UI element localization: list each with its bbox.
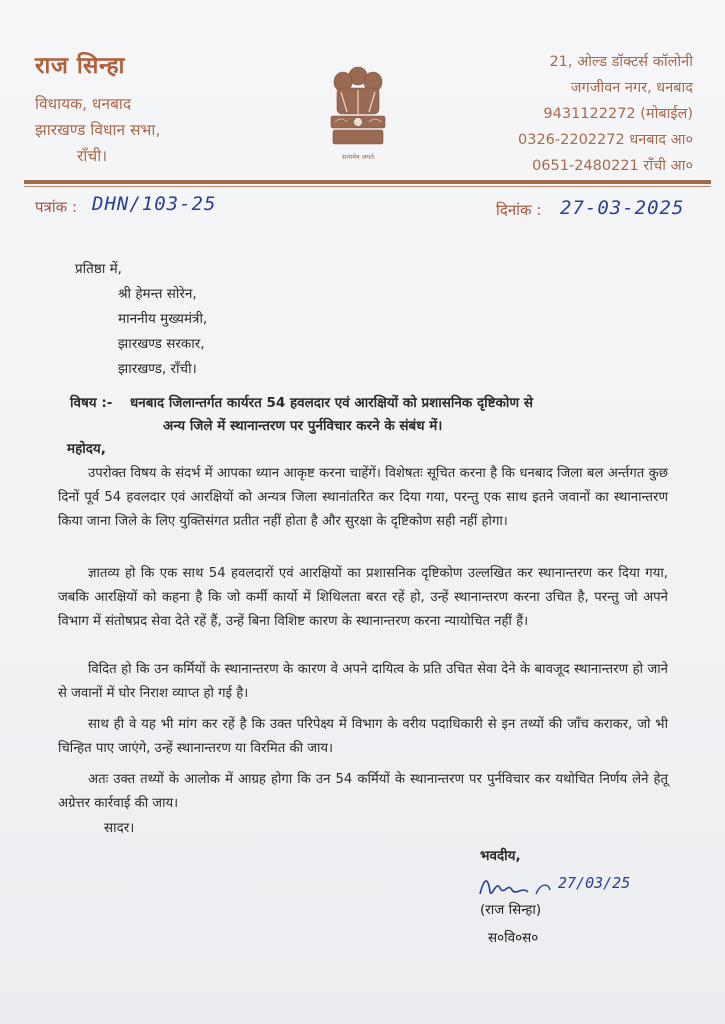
recipient-line-4: झारखण्ड, राँची।	[118, 361, 197, 377]
paragraph-2-text: ज्ञातव्य हो कि एक साथ 54 हवलदारों एवं आरक्षियों का प्रशासनिक दृष्टिकोण उल्लखित कर स्थानान्तरण कर दिया गया, जबकि आरक्षियों को कहना है कि जो कर्मी कार्यो में शिथिलता बरत रहें हो, उन्हें स्थानान्तरण करना उचित है, परन्तु जो अपने विभाग में संतोषप्रद सेवा देते रहें हैं, उन्हें बिना विशिष्ट कारण के स्थानान्तरण करना न्यायोचित नहीं हैं।	[58, 566, 668, 629]
national-emblem-icon	[323, 62, 393, 162]
recipient-line-3: झारखण्ड सरकार,	[118, 336, 205, 352]
signatory-title: स०वि०स०	[488, 930, 539, 946]
paragraph-4-text: साथ ही वे यह भी मांग कर रहें है कि उक्त परिपेक्ष्य में विभाग के वरीय पदाधिकारी से इन तथ्यों की जाँच कराकर, जो भी चिन्हित पाए जाएंगे, उन्हें स्थानान्तरण या विरमित की जाय।	[58, 717, 668, 756]
closing: सादर।	[104, 820, 135, 836]
letterhead-right	[463, 52, 693, 182]
office-phone-dhanbad: 0326-2202272 धनबाद आ०	[518, 132, 693, 148]
designation-line-1: विधायक, धनबाद	[35, 95, 132, 113]
paragraph-3-text: विदित हो कि उन कर्मियों के स्थानान्तरण के कारण वे अपने दायित्व के प्रति उचित सेवा देने के बावजूद स्थानान्तरण हो जाने से जवानों में घोर निराश व्याप्त हो गई है।	[58, 662, 668, 701]
subject-label: विषय :-	[70, 395, 113, 411]
recipient-line-2: माननीय मुख्यमंत्री,	[118, 311, 208, 327]
designation-line-2: झारखण्ड विधान सभा,	[35, 121, 161, 139]
paragraph-2	[58, 562, 668, 634]
letterhead-left	[35, 48, 265, 172]
designation-line-3: राँची।	[77, 147, 108, 165]
letterhead-divider-thick	[24, 180, 711, 184]
office-phone-ranchi: 0651-2480221 राँची आ०	[532, 158, 693, 174]
paragraph-5	[58, 768, 668, 816]
paragraph-3	[58, 658, 668, 706]
paragraph-1-text: उपरोक्त विषय के संदर्भ में आपका ध्यान आकृष्ट करना चाहेंगें। विशेषतः सूचित करना है कि धनबाद जिला बल अर्न्तगत कुछ दिनों पूर्व 54 हवलदार एवं आरक्षियों को अन्यत्र जिला स्थानांतरित कर दिया गया, परन्तु एक साथ इतने जवानों का स्थानान्तरण किया जाना जिले के लिए युक्तिसंगत प्रतीत नहीं होता है और सुरक्षा के दृष्टिकोण सही नहीं होगा।	[58, 466, 668, 529]
valediction: भवदीय,	[480, 848, 521, 864]
greeting: महोदय,	[67, 441, 106, 457]
letterhead-divider-thin	[24, 186, 711, 187]
emblem-motto: सत्यमेव जयते	[342, 153, 374, 161]
signature-date: 27/03/25	[558, 874, 631, 892]
sender-name: राज सिन्हा	[35, 53, 125, 79]
ref-number: DHN/103-25	[92, 193, 217, 215]
address-line-1: 21, ओल्ड डॉक्टर्स कॉलोनी	[549, 54, 693, 70]
paragraph-4	[58, 713, 668, 761]
letter-date: 27-03-2025	[560, 197, 685, 219]
date-label: दिनांक :	[496, 201, 542, 219]
signatory-name: (राज सिन्हा)	[480, 902, 542, 918]
ref-label: पत्रांक :	[35, 198, 78, 216]
recipient-line-1: श्री हेमन्त सोरेन,	[118, 286, 197, 302]
paragraph-5-text: अतः उक्त तथ्यों के आलोक में आग्रह होगा कि उन 54 कर्मियों के स्थानान्तरण पर पुर्नविचार कर यथोचित निर्णय लेने हेतू अग्रेत्तर कार्रवाई की जाय।	[58, 772, 668, 811]
mobile-number: 9431122272 (मोबाईल)	[543, 106, 693, 122]
recipient-salutation: प्रतिष्ठा में,	[75, 261, 122, 277]
subject-line-1: धनबाद जिलान्तर्गत कार्यरत 54 हवलदार एवं आरक्षियों को प्रशासनिक दृष्टिकोण से	[130, 395, 533, 411]
signature	[478, 868, 648, 904]
address-line-2: जगजीवन नगर, धनबाद	[570, 80, 693, 96]
subject-line-2: अन्य जिले में स्थानान्तरण पर पुर्नविचार करने के संबंध में।	[163, 418, 443, 434]
paragraph-1	[58, 462, 668, 534]
